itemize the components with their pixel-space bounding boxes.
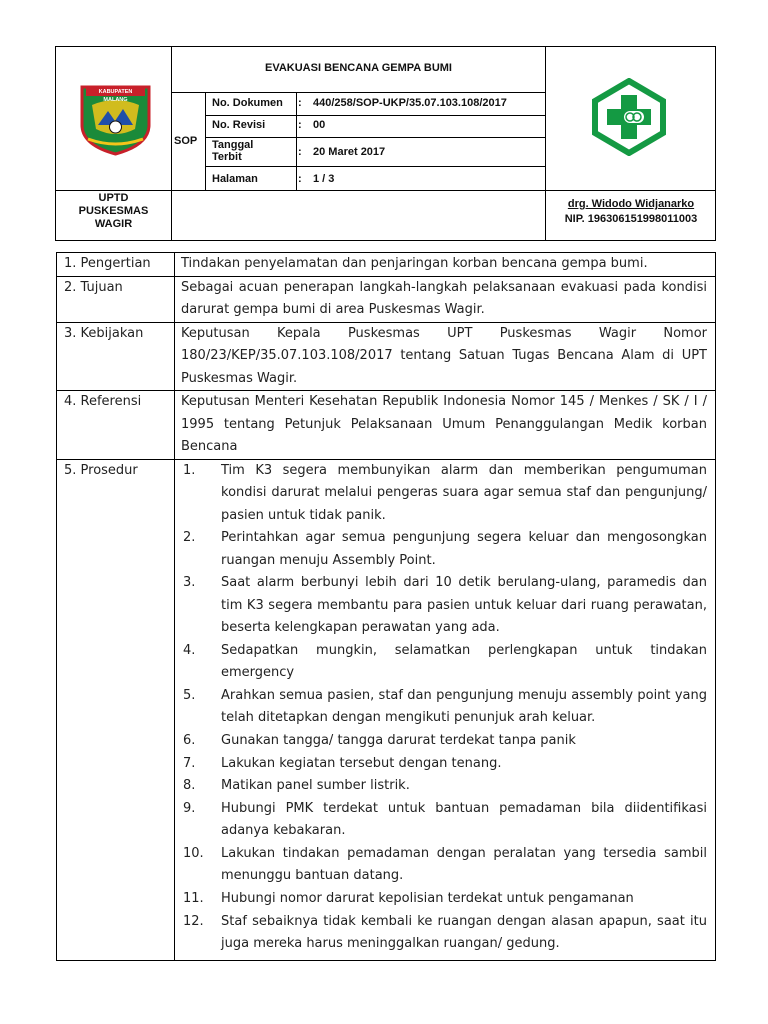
sop-divider (205, 92, 206, 191)
section-row (57, 253, 716, 277)
section-text: Tindakan penyelamatan dan penjaringan korban bencana gempa bumi. (175, 253, 716, 277)
section-text: Keputusan Menteri Kesehatan Republik Indonesia Nomor 145 / Menkes / SK / I / 1995 tentang Petunjuk Pelaksanaan Umum Penanggulangan Medik korban Bencana (175, 391, 716, 460)
step-text: Lakukan tindakan pemadaman dengan peralatan yang tersedia sambil menunggu bantuan datang. (221, 845, 707, 884)
field-label-divider (296, 92, 297, 191)
procedure-list (181, 460, 707, 956)
signer-name: drg. Widodo Widjanarko (567, 198, 695, 210)
step-number: 6. (183, 732, 196, 748)
procedure-step (181, 685, 707, 730)
step-number: 8. (183, 778, 196, 794)
step-text: Matikan panel sumber listrik. (221, 778, 410, 794)
field-value-halaman: 1 / 3 (313, 173, 335, 185)
procedure-label: 5. Prosedur (57, 459, 175, 960)
header-title-underline (171, 92, 546, 93)
step-number: 9. (183, 800, 196, 816)
step-number: 3. (183, 575, 196, 591)
step-number: 12. (183, 913, 204, 929)
section-label: 2. Tujuan (57, 276, 175, 322)
org-name (56, 192, 171, 231)
field-row-line-3 (205, 166, 546, 167)
procedure-step (181, 730, 707, 753)
procedure-step (181, 527, 707, 572)
procedure-step (181, 753, 707, 776)
sop-label: SOP (174, 135, 198, 147)
field-label-no-dokumen: No. Dokumen (212, 97, 283, 109)
puskesmas-logo-icon (590, 78, 668, 156)
puskesmas-logo (590, 78, 668, 156)
signer-nip: NIP. 196306151998011003 (564, 213, 698, 225)
field-row-line-2 (205, 137, 546, 138)
section-label: 3. Kebijakan (57, 322, 175, 391)
section-text: Sebagai acuan penerapan langkah-langkah pelaksanaan evakuasi pada kondisi darurat gempa bumi di area Puskesmas Wagir. (175, 276, 716, 322)
kabupaten-malang-emblem (78, 81, 153, 156)
header-border-bottom (55, 240, 716, 241)
org-name-line: UPTD (98, 192, 129, 204)
field-label-halaman: Halaman (212, 173, 258, 185)
field-sep: : (298, 146, 302, 158)
step-text: Saat alarm berbunyi lebih dari 10 detik berulang-ulang, paramedis dan tim K3 segera membantu para pasien untuk keluar dari ruang perawatan, beserta kelengkapan perawatan yang ada. (221, 575, 707, 636)
header-border-top (55, 46, 716, 47)
step-text: Hubungi PMK terdekat untuk bantuan pemadaman bila diidentifikasi adanya kebakaran. (221, 800, 707, 839)
step-number: 11. (183, 890, 204, 906)
org-name-line: WAGIR (94, 218, 133, 230)
step-text: Sedapatkan mungkin, selamatkan perlengkapan untuk tindakan emergency (221, 642, 707, 681)
header-divider-left (171, 46, 172, 241)
section-row (57, 322, 716, 391)
step-number: 2. (183, 530, 196, 546)
org-name-line: PUSKESMAS (78, 205, 149, 217)
step-number: 7. (183, 755, 196, 771)
step-number: 5. (183, 687, 196, 703)
step-text: Arahkan semua pasien, staf dan pengunjung menuju assembly point yang telah ditetapkan dengan mengikuti penunjuk arah keluar. (221, 687, 707, 726)
field-sep: : (298, 97, 302, 109)
step-number: 1. (183, 462, 196, 478)
procedure-step (181, 888, 707, 911)
step-text: Tim K3 segera membunyikan alarm dan memberikan pengumuman kondisi darurat melalui pengeras suara agar semua staf dan pengunjung/ pasien untuk tidak panik. (221, 462, 707, 523)
procedure-step (181, 775, 707, 798)
step-text: Lakukan kegiatan tersebut dengan tenang. (221, 755, 502, 771)
field-value-no-revisi: 00 (313, 119, 326, 131)
emblem-text: KABUPATEN MALANG (98, 89, 133, 103)
field-sep: : (298, 173, 302, 185)
procedure-step (181, 460, 707, 528)
step-number: 4. (183, 642, 196, 658)
header-info-underline (55, 190, 716, 191)
field-value-tanggal-terbit: 20 Maret 2017 (313, 146, 386, 158)
step-text: Gunakan tangga/ tangga darurat terdekat tanpa panik (221, 732, 576, 748)
section-text: Keputusan Kepala Puskesmas UPT Puskesmas Wagir Nomor 180/23/KEP/35.07.103.108/2017 tentang Satuan Tugas Bencana Alam di UPT Puskesmas Wagir. (175, 322, 716, 391)
procedure-step (181, 640, 707, 685)
sop-content-table (56, 252, 716, 961)
field-row-line-1 (205, 115, 546, 116)
step-text: Hubungi nomor darurat kepolisian terdekat untuk pengamanan (221, 890, 634, 906)
field-label-no-revisi: No. Revisi (212, 119, 266, 131)
procedure-row (57, 459, 716, 960)
section-row (57, 391, 716, 460)
field-sep: : (298, 119, 302, 131)
step-text: Staf sebaiknya tidak kembali ke ruangan dengan alasan apapun, saat itu juga mereka harus meninggalkan ruangan/ gedung. (221, 913, 707, 952)
step-text: Perintahkan agar semua pengunjung segera keluar dan mengosongkan ruangan menuju Assembly Point. (221, 530, 707, 568)
procedure-step (181, 572, 707, 640)
field-label-tanggal-terbit: Tanggal Terbit (212, 139, 254, 163)
header-divider-right (545, 46, 546, 241)
header-border-right (715, 46, 716, 241)
section-label: 4. Referensi (57, 391, 175, 460)
section-row (57, 276, 716, 322)
step-number: 10. (183, 845, 204, 861)
document-title: EVAKUASI BENCANA GEMPA BUMI (264, 62, 452, 74)
procedure-step (181, 798, 707, 843)
procedure-step (181, 843, 707, 888)
procedure-step (181, 911, 707, 956)
procedure-steps (175, 459, 716, 960)
field-value-no-dokumen: 440/258/SOP-UKP/35.07.103.108/2017 (313, 97, 507, 109)
section-label: 1. Pengertian (57, 253, 175, 277)
